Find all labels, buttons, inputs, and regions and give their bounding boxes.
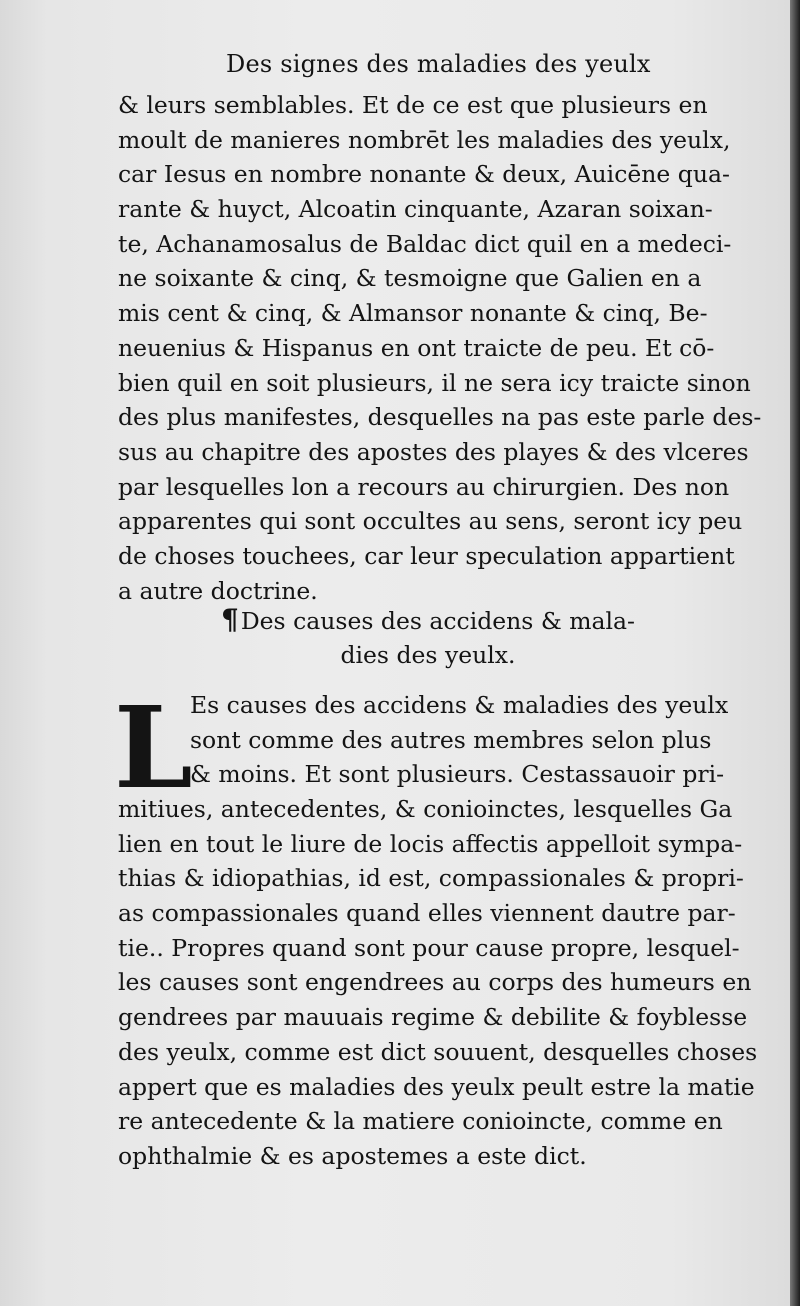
- text-line: te, Achanamosalus de Baldac dict quil en a medeci-: [118, 229, 732, 258]
- text-line: as compassionales quand elles viennent dautre par-: [118, 899, 736, 928]
- page-edge-shadow: [790, 0, 800, 1306]
- text-line: rante & huyct, Alcoatin cinquante, Azaran soixan-: [118, 195, 713, 224]
- text-line: gendrees par mauuais regime & debilite & foyblesse: [118, 1003, 748, 1032]
- heading-line-2: dies des yeulx.: [340, 641, 516, 669]
- text-line: & leurs semblables. Et de ce est que plusieurs en: [118, 91, 708, 119]
- text-line: des yeulx, comme est dict souuent, desquelles choses: [118, 1037, 758, 1066]
- text-line: tie.. Propres quand sont pour cause propre, lesquel-: [118, 933, 740, 962]
- text-line: & moins. Et sont plusieurs. Cestassauoir pri-: [190, 760, 725, 789]
- heading-line-1: ¶Des causes des accidens & mala-: [220, 603, 635, 636]
- paragraph-2: [118, 792, 758, 1174]
- text-line: mitiues, antecedentes, & conioinctes, lesquelles Ga: [118, 795, 733, 823]
- text-line: par lesquelles lon a recours au chirurgien. Des non: [118, 472, 730, 501]
- text-line: ne soixante & cinq, & tesmoigne que Galien en a: [118, 264, 702, 293]
- text-line: neuenius & Hispanus en ont traicte de peu. Et cō-: [118, 333, 715, 362]
- section-heading: [218, 603, 638, 672]
- text-line: apparentes qui sont occultes au sens, seront icy peu: [118, 507, 743, 536]
- drop-cap: L: [114, 683, 193, 814]
- text-line: les causes sont engendrees au corps des humeurs en: [118, 968, 752, 997]
- paragraph-2-opening: [190, 688, 730, 792]
- text-line: sont comme des autres membres selon plus: [190, 725, 712, 754]
- text-line: moult de manieres nombrēt les maladies des yeulx,: [118, 125, 731, 154]
- text-line: appert que es maladies des yeulx peult estre la matie: [118, 1072, 755, 1101]
- text-line: re antecedente & la matiere conioincte, comme en: [118, 1107, 723, 1136]
- text-line: sus au chapitre des apostes des playes & des vlceres: [118, 437, 749, 466]
- text-line: des plus manifestes, desquelles na pas este parle des-: [118, 403, 762, 432]
- text-line: bien quil en soit plusieurs, il ne sera icy traicte sinon: [118, 368, 751, 397]
- text-line: de choses touchees, car leur speculation appartient: [118, 541, 735, 570]
- text-line: lien en tout le liure de locis affectis appelloit sympa-: [118, 829, 743, 858]
- text-line: ophthalmie & es apostemes a este dict.: [118, 1141, 587, 1170]
- text-line: car Iesus en nombre nonante & deux, Auicēne qua-: [118, 160, 730, 189]
- text-line: a autre doctrine.: [118, 576, 318, 605]
- text-line: Es causes des accidens & maladies des yeulx: [190, 691, 729, 719]
- pilcrow-icon: ¶: [220, 603, 239, 636]
- text-line: thias & idiopathias, id est, compassionales & propri-: [118, 864, 744, 893]
- text-line: mis cent & cinq, & Almansor nonante & cinq, Be-: [118, 299, 708, 328]
- running-head: Des signes des maladies des yeulx: [226, 50, 651, 78]
- paragraph-1: [118, 88, 762, 608]
